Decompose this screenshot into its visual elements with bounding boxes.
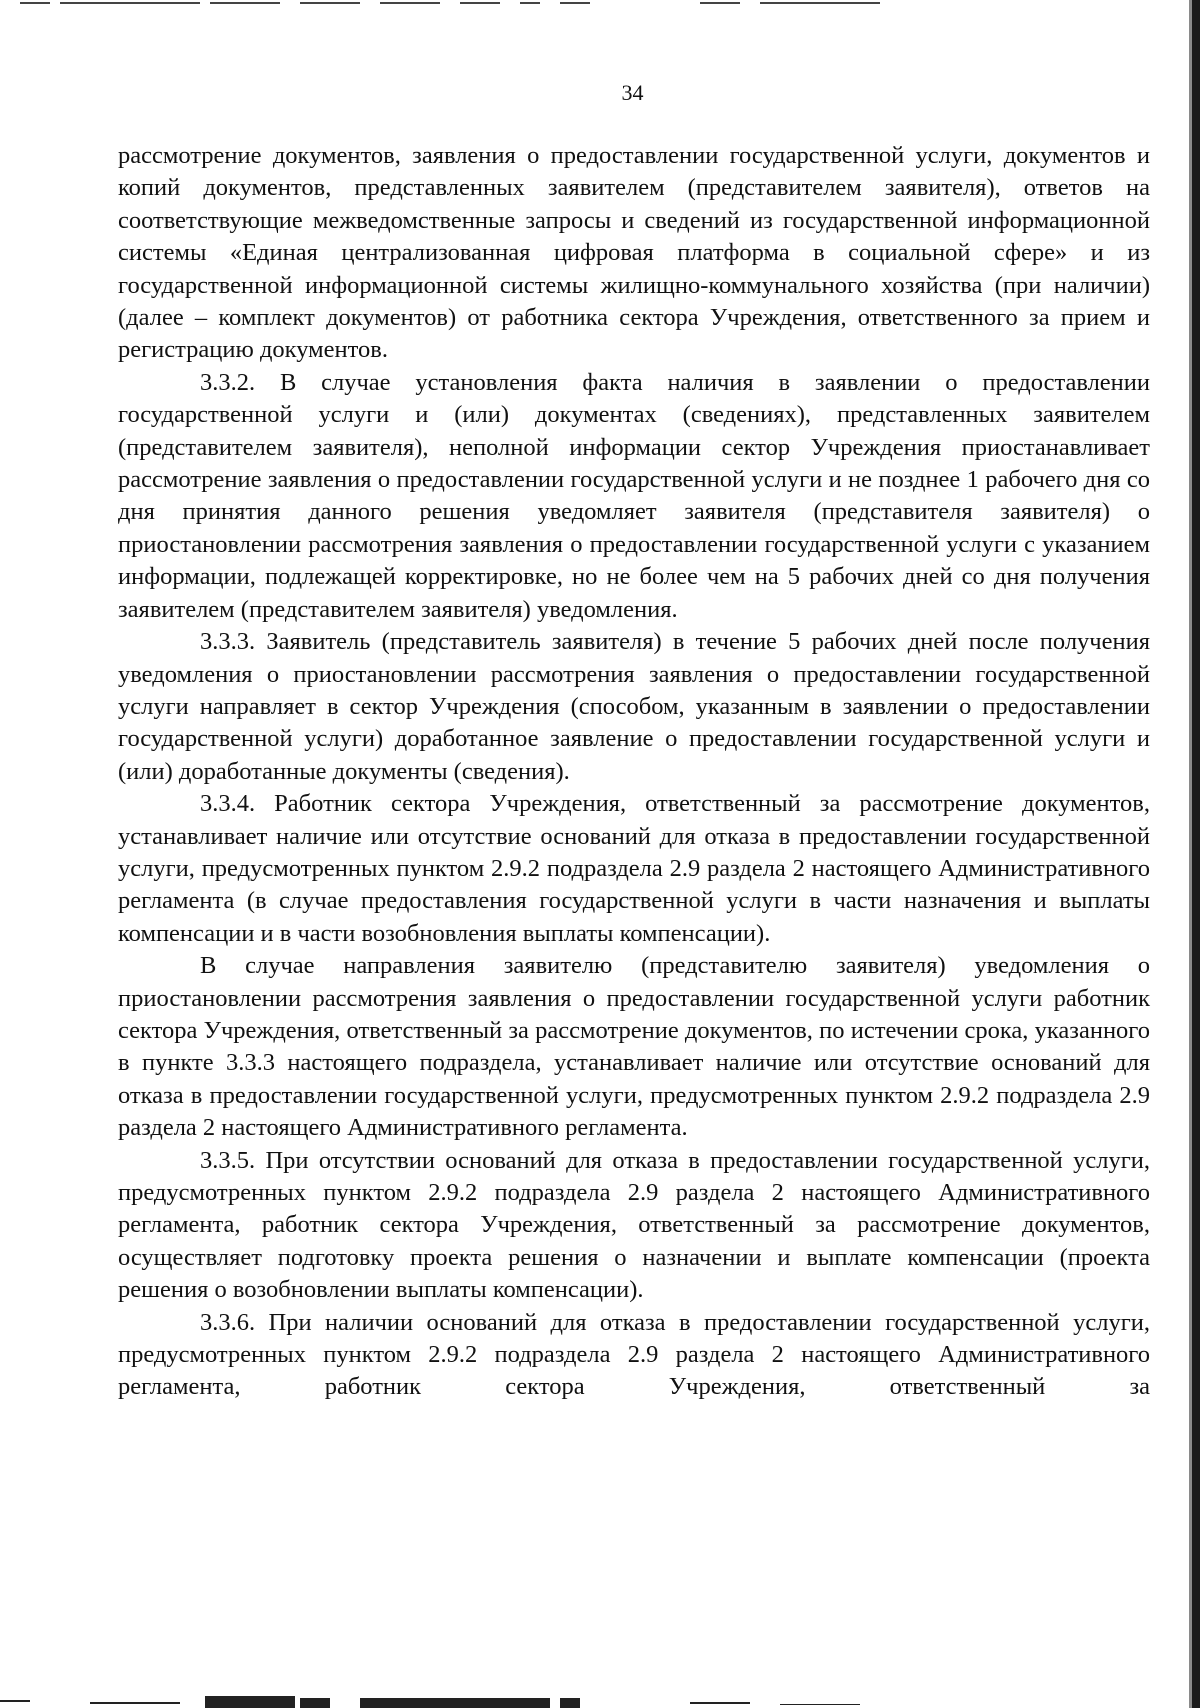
scan-right-edge — [1192, 0, 1200, 1708]
page-number: 34 — [621, 80, 644, 105]
paragraph: 3.3.4. Работник сектора Учреждения, ответственный за рассмотрение документов, устанавливает наличие или отсутствие оснований для отказа в предоставлении государственной услуги, предусмотренных пунктом 2.9.2 подраздела 2.9 раздела 2 настоящего Административного регламента (в случае предоставления государственной услуги в части назначения и выплаты компенсации и в части возобновления выплаты компенсации). — [118, 790, 1150, 947]
paragraph: 3.3.6. При наличии оснований для отказа в предоставлении государственной услуги, предусмотренных пунктом 2.9.2 подраздела 2.9 раздела 2 настоящего Административного регламента, работник сектора Учреждения, ответственный за — [118, 1308, 1150, 1401]
paragraph: 3.3.3. Заявитель (представитель заявителя) в течение 5 рабочих дней после получения уведомления о приостановлении рассмотрения заявления о предоставлении государственной услуги направляет в сектор Учреждения (способом, указанным в заявлении о предоставлении государственной услуги) доработанное заявление о предоставлении государственной услуги и (или) доработанные документы (сведения). — [118, 628, 1150, 785]
paragraph: В случае направления заявителю (представителю заявителя) уведомления о приостановлении рассмотрения заявления о предоставлении государственной услуги работник сектора Учреждения, ответственный за рассмотрение документов, по истечении срока, указанного в пункте 3.3.3 настоящего подраздела, устанавливает наличие или отсутствие оснований для отказа в предоставлении государственной услуги, предусмотренных пунктом 2.9.2 подраздела 2.9 раздела 2 настоящего Административного регламента. — [118, 952, 1150, 1142]
paragraph: 3.3.2. В случае установления факта наличия в заявлении о предоставлении государственной услуги и (или) документах (сведениях), представленных заявителем (представителем заявителя), неполной информации сектор Учреждения приостанавливает рассмотрение заявления о предоставлении государственной услуги и не позднее 1 рабочего дня со дня принятия данного решения уведомляет заявителя (представителя заявителя) о приостановлении рассмотрения заявления о предоставлении государственной услуги с указанием информации, подлежащей корректировке, но не более чем на 5 рабочих дней со дня получения заявителем (представителем заявителя) уведомления. — [118, 368, 1150, 623]
scan-bottom-edge — [0, 1678, 1200, 1708]
document-body — [118, 140, 1150, 1404]
paragraph: рассмотрение документов, заявления о предоставлении государственной услуги, документов и копий документов, представленных заявителем (представителем заявителя), ответов на соответствующие межведомственные запросы и сведений из государственной информационной системы «Единая централизованная цифровая платформа в социальной сфере» и из государственной информационной системы жилищно-коммунального хозяйства (при наличии) (далее – комплект документов) от работника сектора Учреждения, ответственного за прием и регистрацию документов. — [118, 142, 1150, 364]
scan-top-edge — [0, 0, 1200, 6]
paragraph: 3.3.5. При отсутствии оснований для отказа в предоставлении государственной услуги, предусмотренных пунктом 2.9.2 подраздела 2.9 раздела 2 настоящего Административного регламента, работник сектора Учреждения, ответственный за рассмотрение документов, осуществляет подготовку проекта решения о назначении и выплате компенсации (проекта решения о возобновлении выплаты компенсации). — [118, 1146, 1150, 1304]
